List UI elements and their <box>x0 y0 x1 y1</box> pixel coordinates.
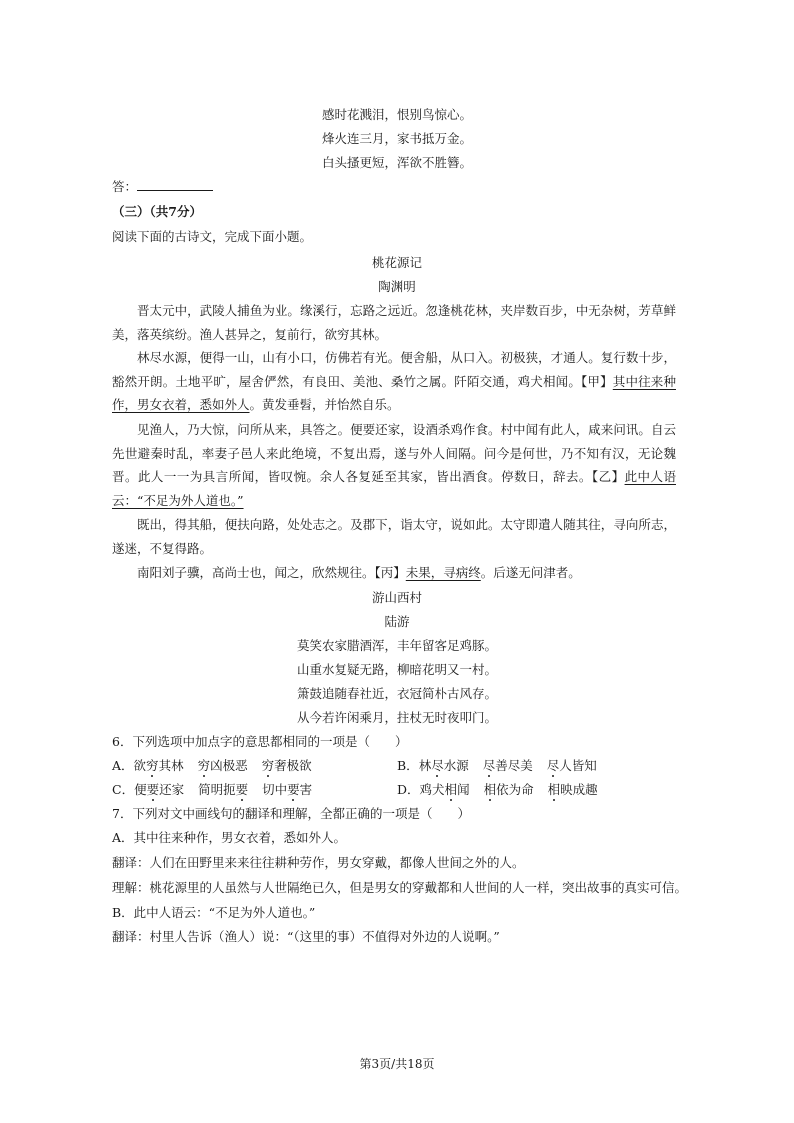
underlined-sentence-jia: 其中往来种作，男女衣着，悉如外人 <box>112 373 676 413</box>
q6-b-word-2: 尽善尽美 <box>482 758 533 773</box>
word: 欲穷其林 <box>133 758 184 773</box>
q6-b-word-3: 尽人皆知 <box>546 758 597 773</box>
p3-text-a: 见渔人，乃大惊，问所从来，具答之。便要还家，设酒杀鸡作食。村中闻有此人，咸来问讯。自云先世避秦时乱，率妻子邑人来此绝境，不复出焉，遂与外人间隔。问今是何世，乃不知有汉，无论魏晋。此人一一为具言所闻，皆叹惋。余人各复延至其家，皆出酒食。停数日，辞去。【乙】 <box>112 422 676 485</box>
q7-option-a-understanding: 理解：桃花源里的人虽然与人世隔绝已久，但是男女的穿戴都和人世间的人一样，突出故事的真实可信。 <box>112 880 688 895</box>
q7-stem: 7．下列对文中画线句的翻译和理解，全都正确的一项是（ ） <box>112 806 470 821</box>
poem1-line-2: 烽火连三月，家书抵万金。 <box>321 131 472 146</box>
page-footer: 第3页/共18页 <box>359 1057 435 1071</box>
q6-a-word-1 <box>134 758 184 773</box>
poem2-author: 陆游 <box>384 614 410 629</box>
poem2-line-3: 箫鼓追随春社近，衣冠简朴古风存。 <box>296 686 497 701</box>
q6-option-b[interactable] <box>397 758 597 774</box>
q6-option-d[interactable] <box>397 782 598 798</box>
prose-paragraph-1: 晋太元中，武陵人捕鱼为业。缘溪行，忘路之远近。忽逢桃花林，夹岸数百步，中无杂树，芳草鲜美，落英缤纷。渔人甚异之，复前行，欲穷其林。 <box>112 303 676 342</box>
q7-option-a-sentence[interactable]: A．其中往来种作，男女衣着，悉如外人。 <box>112 830 347 845</box>
section-heading: （三）（共7分） <box>112 204 202 219</box>
prose-author: 陶渊明 <box>378 279 416 294</box>
q6-c-word-1: 便要还家 <box>134 782 185 797</box>
q6-b-word-1: 林尽水源 <box>418 758 469 773</box>
q6-c-word-3: 切中要害 <box>262 782 313 797</box>
section-instruction: 阅读下面的古诗文，完成下面小题。 <box>112 229 313 244</box>
prose-paragraph-3 <box>112 418 676 512</box>
q6-option-c[interactable] <box>112 782 312 798</box>
q7-option-b-sentence[interactable]: B．此中人语云：“不足为外人道也。” <box>112 905 316 920</box>
q6-d-word-2: 相依为命 <box>483 782 534 797</box>
underlined-sentence-bing: 未果，寻病终 <box>405 565 481 580</box>
p2-text-c: 。黄发垂髫，并怡然自乐。 <box>249 397 400 413</box>
prose-paragraph-4: 既出，得其船，便扶向路，处处志之。及郡下，诣太守，说如此。太守即遣人随其往，寻向所志，遂迷，不复得路。 <box>112 517 676 556</box>
poem2-title: 游山西村 <box>371 590 422 605</box>
q6-stem: 6．下列选项中加点字的意思都相同的一项是（ ） <box>112 734 408 749</box>
prose-paragraph-2 <box>112 346 676 417</box>
option-label: B． <box>397 758 419 773</box>
q6-a-word-3: 穷奢极欲 <box>261 758 312 773</box>
option-label: D． <box>397 782 420 797</box>
q6-a-word-2: 穷凶极恶 <box>197 758 248 773</box>
option-label: A． <box>112 758 134 773</box>
poem2-line-4: 从今若许闲乘月，拄杖无时夜叩门。 <box>296 710 497 725</box>
poem1-line-1: 感时花溅泪，恨别鸟惊心。 <box>321 107 472 122</box>
prose-paragraph-5 <box>112 561 676 585</box>
poem2-line-2: 山重水复疑无路，柳暗花明又一村。 <box>296 662 497 677</box>
p5-text-a: 南阳刘子骥，高尚士也，闻之，欣然规往。【丙】 <box>137 565 406 580</box>
prose-title: 桃花源记 <box>371 255 422 270</box>
q7-option-a-translation: 翻译：人们在田野里来来往往耕种劳作，男女穿戴，都像人世间之外的人。 <box>112 855 525 870</box>
q6-option-a[interactable] <box>112 758 312 774</box>
q6-d-word-3: 相映成趣 <box>547 782 598 797</box>
q6-c-word-2: 简明扼要 <box>198 782 249 797</box>
q6-d-word-1: 鸡犬相闻 <box>419 782 470 797</box>
p2-text-a: 林尽水源，便得一山，山有小口，仿佛若有光。便舍船，从口入。初极狭，才通人。复行数十步，豁然开朗。土地平旷，屋舍俨然，有良田、美池、桑竹之属。阡陌交通，鸡犬相闻。【甲】 <box>112 350 676 389</box>
underlined-sentence-yi: 此中人语云：“不足为外人道也。” <box>112 469 676 508</box>
p5-text-c: 。后遂无问津者。 <box>480 565 581 580</box>
answer-line <box>112 178 213 195</box>
answer-blank[interactable] <box>137 178 213 191</box>
poem2-line-1: 莫笑农家腊酒浑，丰年留客足鸡豚。 <box>296 638 497 653</box>
poem1-line-3: 白头搔更短，浑欲不胜簪。 <box>321 155 472 170</box>
option-label: C． <box>112 782 135 797</box>
q7-option-b-translation: 翻译：村里人告诉（渔人）说：“（这里的事）不值得对外边的人说啊。” <box>112 929 500 944</box>
answer-label: 答： <box>112 179 138 194</box>
